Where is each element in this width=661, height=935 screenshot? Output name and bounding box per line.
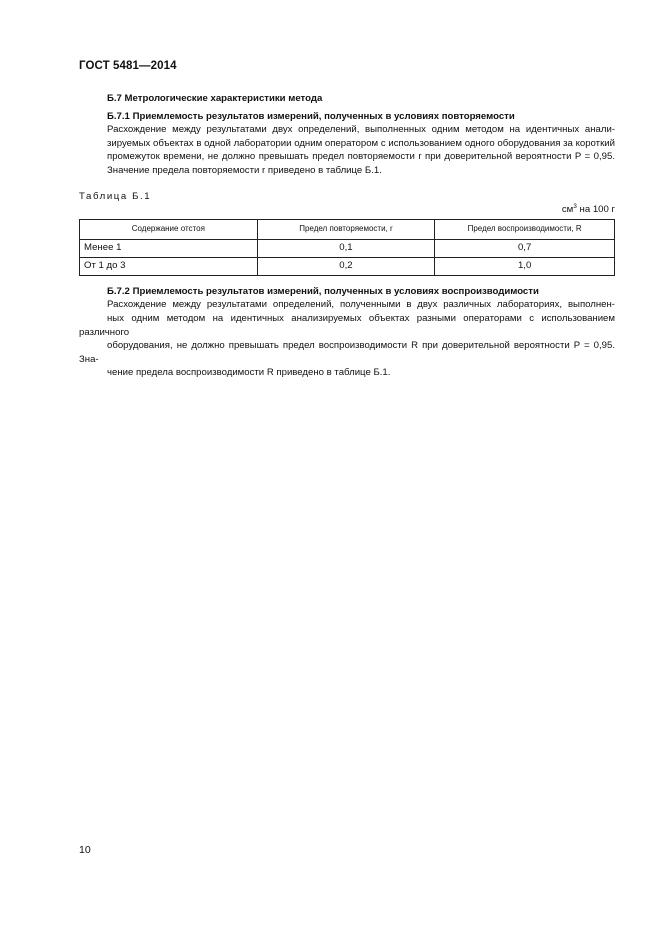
paragraph-line: промежуток времени, не должно превышать предел повторяемости r при доверительной вероятности P = 0,95. xyxy=(107,151,615,163)
standard-header: ГОСТ 5481—2014 xyxy=(79,60,177,72)
table-cell: 0,7 xyxy=(435,239,615,257)
table-b1 xyxy=(79,219,615,276)
unit-superscript: 3 xyxy=(573,203,577,211)
table-header-row xyxy=(80,219,615,239)
unit-suffix: на 100 г xyxy=(576,204,615,216)
column-header: Предел повторяемости, r xyxy=(257,219,435,239)
page-number: 10 xyxy=(79,844,91,856)
table-row xyxy=(80,239,615,257)
table-cell: 1,0 xyxy=(435,257,615,275)
table-caption: Таблица Б.1 xyxy=(79,190,152,202)
paragraph-line: Значение предела повторяемости r приведено в таблице Б.1. xyxy=(107,164,382,176)
column-header: Содержание отстоя xyxy=(80,219,258,239)
paragraph-line: чение предела воспроизводимости R приведено в таблице Б.1. xyxy=(107,367,391,379)
table-cell: Менее 1 xyxy=(80,239,258,257)
table-cell: От 1 до 3 xyxy=(80,257,258,275)
unit-prefix: см xyxy=(561,204,574,216)
column-header: Предел воспроизводимости, R xyxy=(435,219,615,239)
subsection-title-reproducibility: Б.7.2 Приемлемость результатов измерений, полученных в условиях воспроизводимости xyxy=(107,285,539,297)
table-unit xyxy=(79,203,615,217)
paragraph-line: оборудования, не должно превышать предел воспроизводимости R при доверительной вероятности P = 0,95. Зна- xyxy=(79,340,615,365)
table-row xyxy=(80,257,615,275)
subsection-title-repeatability: Б.7.1 Приемлемость результатов измерений, полученных в условиях повторяемости xyxy=(107,110,515,122)
table-cell: 0,2 xyxy=(257,257,435,275)
paragraph-reproducibility xyxy=(79,298,615,380)
paragraph-line: ных одним методом на идентичных анализируемых объектах разными операторами с использованием различного xyxy=(79,312,615,338)
paragraph-repeatability xyxy=(79,123,615,177)
content-area xyxy=(79,92,615,380)
paragraph-line: зируемых объектах в одной лаборатории одним оператором с использованием одного оборудования за короткий xyxy=(107,137,615,149)
paragraph-line: Расхождение между результатами двух определений, выполненных одним методом на идентичных анали- xyxy=(107,124,615,136)
section-title: Б.7 Метрологические характеристики метода xyxy=(107,93,323,104)
paragraph-line: Расхождение между результатами определений, полученными в двух различных лабораториях, выполнен- xyxy=(107,299,615,311)
table-cell: 0,1 xyxy=(257,239,435,257)
